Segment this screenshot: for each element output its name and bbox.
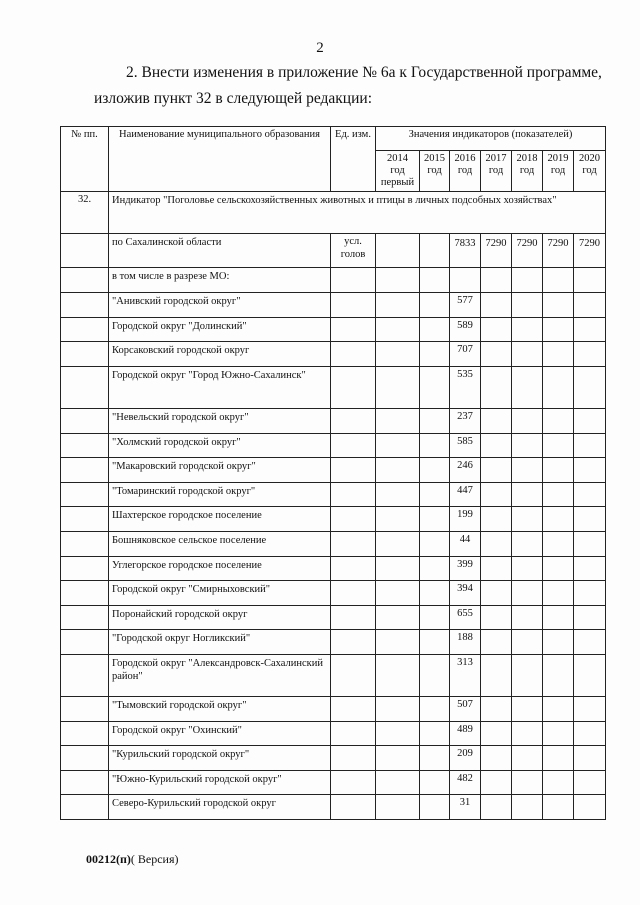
table-row bbox=[61, 654, 606, 696]
region-value-2019: 7290 bbox=[543, 234, 574, 268]
region-value-2016: 7833 bbox=[450, 234, 481, 268]
region-value-2020: 7290 bbox=[574, 234, 606, 268]
table-row bbox=[61, 293, 606, 318]
header-year-2016: 2016 год bbox=[450, 151, 481, 192]
municipality-name: Северо-Курильский городской округ bbox=[109, 795, 331, 820]
table-row bbox=[61, 342, 606, 367]
intro-line-2: изложив пункт 32 в следующей редакции: bbox=[94, 90, 373, 107]
header-num: № пп. bbox=[61, 127, 109, 192]
municipality-name: "Невельский городской округ" bbox=[109, 408, 331, 433]
municipality-name: "Южно-Курильский городской округ" bbox=[109, 770, 331, 795]
header-values: Значения индикаторов (показателей) bbox=[376, 127, 606, 151]
municipality-name: "Макаровский городской округ" bbox=[109, 458, 331, 483]
value-2016: 44 bbox=[450, 531, 481, 556]
municipality-name: Городской округ "Долинский" bbox=[109, 317, 331, 342]
value-2016: 246 bbox=[450, 458, 481, 483]
municipality-name: Городской округ "Охинский" bbox=[109, 721, 331, 746]
header-year-2019: 2019 год bbox=[543, 151, 574, 192]
table-row bbox=[61, 408, 606, 433]
footer bbox=[86, 852, 179, 867]
municipality-name: "Анивский городской округ" bbox=[109, 293, 331, 318]
subheading-text: в том числе в разрезе МО: bbox=[109, 268, 331, 293]
value-2016: 655 bbox=[450, 605, 481, 630]
header-name: Наименование муниципального образования bbox=[109, 127, 331, 192]
municipality-name: Поронайский городской округ bbox=[109, 605, 331, 630]
table-row bbox=[61, 630, 606, 655]
header-year-2015: 2015 год bbox=[420, 151, 450, 192]
region-unit: усл. голов bbox=[331, 234, 376, 268]
indicator-number: 32. bbox=[61, 192, 109, 234]
region-value-2014 bbox=[376, 234, 420, 268]
value-2016: 188 bbox=[450, 630, 481, 655]
header-year-2017: 2017 год bbox=[481, 151, 512, 192]
value-2016: 482 bbox=[450, 770, 481, 795]
header-unit: Ед. изм. bbox=[331, 127, 376, 192]
region-value-2015 bbox=[420, 234, 450, 268]
value-2016: 489 bbox=[450, 721, 481, 746]
municipality-name: Углегорское городское поселение bbox=[109, 556, 331, 581]
municipality-name: Бошняковское сельское поселение bbox=[109, 531, 331, 556]
value-2016: 447 bbox=[450, 482, 481, 507]
municipality-name: "Холмский городской округ" bbox=[109, 433, 331, 458]
municipality-name: Городской округ "Александровск-Сахалинский район" bbox=[109, 654, 331, 696]
value-2016: 209 bbox=[450, 746, 481, 771]
region-value-2018: 7290 bbox=[512, 234, 543, 268]
region-value-2017: 7290 bbox=[481, 234, 512, 268]
footer-code: 00212(п) bbox=[86, 852, 131, 866]
table-row bbox=[61, 721, 606, 746]
table-row bbox=[61, 746, 606, 771]
value-2016: 394 bbox=[450, 581, 481, 606]
intro-line-1: 2. Внести изменения в приложение № 6а к Государственной программе, bbox=[126, 64, 602, 81]
table-row bbox=[61, 433, 606, 458]
value-2016: 535 bbox=[450, 366, 481, 408]
subheading-row bbox=[61, 268, 606, 293]
municipality-name: Шахтерское городское поселение bbox=[109, 507, 331, 532]
page-number: 2 bbox=[316, 40, 324, 56]
table-row bbox=[61, 795, 606, 820]
value-2016: 313 bbox=[450, 654, 481, 696]
indicator-row bbox=[61, 192, 606, 234]
municipality-name: "Томаринский городской округ" bbox=[109, 482, 331, 507]
table-row bbox=[61, 531, 606, 556]
value-2016: 399 bbox=[450, 556, 481, 581]
table-row bbox=[61, 696, 606, 721]
value-2016: 585 bbox=[450, 433, 481, 458]
municipality-name: Городской округ "Смирныховский" bbox=[109, 581, 331, 606]
table-row bbox=[61, 581, 606, 606]
value-2016: 199 bbox=[450, 507, 481, 532]
table-row bbox=[61, 366, 606, 408]
value-2016: 31 bbox=[450, 795, 481, 820]
table-row bbox=[61, 770, 606, 795]
value-2016: 577 bbox=[450, 293, 481, 318]
municipality-name: Корсаковский городской округ bbox=[109, 342, 331, 367]
value-2016: 707 bbox=[450, 342, 481, 367]
value-2016: 237 bbox=[450, 408, 481, 433]
municipality-name: Городской округ "Город Южно-Сахалинск" bbox=[109, 366, 331, 408]
indicator-text: Индикатор "Поголовье сельскохозяйственных животных и птицы в личных подсобных хозяйствах" bbox=[109, 192, 606, 234]
value-2016: 589 bbox=[450, 317, 481, 342]
footer-version: ( Версия) bbox=[130, 852, 179, 866]
region-name: по Сахалинской области bbox=[109, 234, 331, 268]
header-year-2018: 2018 год bbox=[512, 151, 543, 192]
table-row bbox=[61, 317, 606, 342]
municipality-name: "Городской округ Ногликский" bbox=[109, 630, 331, 655]
header-year-2014: 2014 год первый bbox=[376, 151, 420, 192]
header-year-2020: 2020 год bbox=[574, 151, 606, 192]
table-row bbox=[61, 458, 606, 483]
value-2016: 507 bbox=[450, 696, 481, 721]
table-row bbox=[61, 507, 606, 532]
table-row bbox=[61, 482, 606, 507]
municipality-name: "Тымовский городской округ" bbox=[109, 696, 331, 721]
indicators-table bbox=[60, 126, 606, 820]
table-row bbox=[61, 605, 606, 630]
municipality-name: "Курильский городской округ" bbox=[109, 746, 331, 771]
region-row bbox=[61, 234, 606, 268]
table-row bbox=[61, 556, 606, 581]
